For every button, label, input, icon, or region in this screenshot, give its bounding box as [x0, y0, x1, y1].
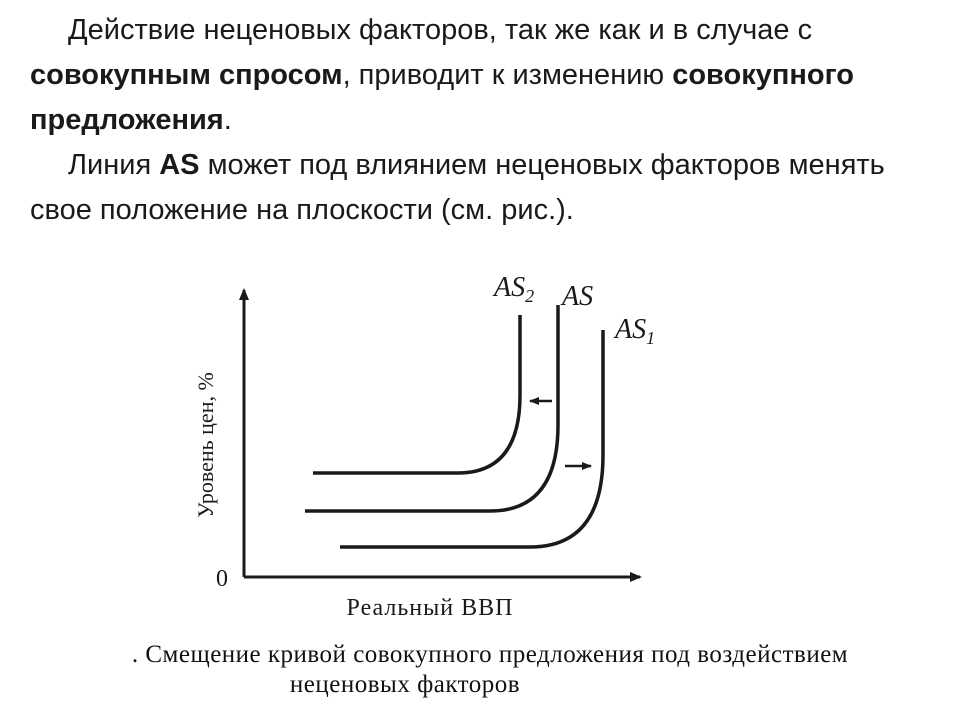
caption-line-1: . Смещение кривой совокупного предложения под воздействием — [131, 641, 849, 668]
origin-label: 0 — [216, 566, 228, 592]
caption-line-2: неценовых факторов — [289, 671, 521, 698]
label-as1 — [613, 314, 655, 348]
curve-as2 — [313, 315, 520, 473]
paragraph-2-text-b: может под влиянием неценовых факторов менять свое положение на плоскости (см. рис.). — [30, 149, 885, 226]
y-axis-label: Уровень цен, % — [193, 372, 218, 518]
paragraph-1-bold-aggregate-supply: совокупного предложения — [30, 59, 855, 136]
label-as2 — [492, 272, 534, 306]
x-axis-label: Реальный ВВП — [346, 595, 514, 621]
label-as1-sub: 1 — [646, 328, 656, 348]
paragraph-2-text-a: Линия — [68, 149, 160, 181]
paragraph-2-bold-as: AS — [159, 149, 200, 181]
paragraph-1-bold-aggregate-demand: совокупным спросом — [30, 59, 343, 91]
label-as1-main: AS — [615, 314, 647, 345]
paragraph-1-text-b: , приводит к изменению — [342, 59, 673, 91]
label-as-main: AS — [562, 281, 594, 312]
label-as — [560, 281, 593, 312]
figure-caption — [40, 640, 940, 700]
label-as2-sub: 2 — [525, 286, 535, 306]
curve-as1 — [340, 330, 603, 547]
label-as2-main: AS — [494, 272, 526, 303]
paragraph-1-text-a: Действие неценовых факторов, так же как и в случае с — [68, 14, 813, 46]
paragraph-1-text-c: . — [223, 104, 232, 136]
